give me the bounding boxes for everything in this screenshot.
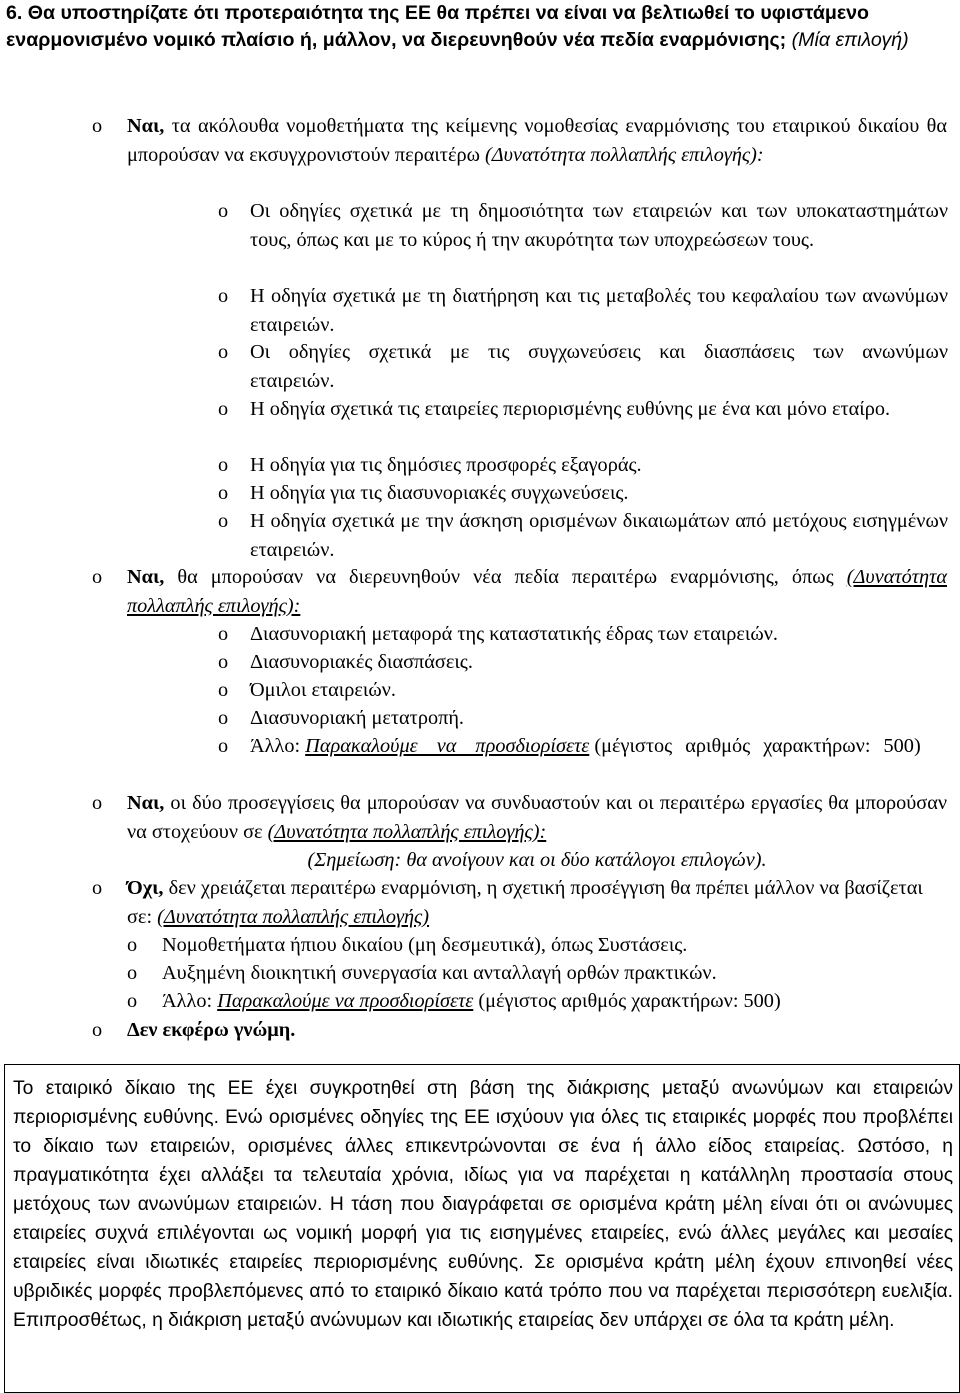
other-label: Άλλο: (162, 990, 213, 1012)
option-yes-modernise[interactable] (92, 112, 947, 169)
checkbox-option-divisions[interactable]: o Διασυνοριακές διασπάσεις. (218, 648, 948, 677)
checkbox-option-seat-transfer[interactable]: o Διασυνοριακή μεταφορά της καταστατικής έδρας των εταιρειών. (218, 620, 948, 649)
option-label: Ναι, τα ακόλουθα νομοθετήματα της κείμενης νομοθεσίας εναρμόνισης του εταιρικού δικαίου θα μπορούσαν να εκσυγχρονιστούν περαιτέρω (Δυνατότητα πολλαπλής επιλογής): (127, 115, 947, 166)
checkbox-option-cooperation[interactable]: o Αυξημένη διοικητική συνεργασία και ανταλλαγή ορθών πρακτικών. (127, 959, 947, 988)
checkbox-bullet[interactable]: o (218, 735, 229, 757)
checkbox-option-shareholder-rights[interactable]: o Η οδηγία σχετικά με την άσκηση ορισμένων δικαιωμάτων από μετόχους εισηγμένων εταιρειών. (218, 507, 948, 564)
question-heading (6, 0, 956, 54)
radio-bullet[interactable]: o (92, 115, 103, 137)
option-label: Ναι, θα μπορούσαν να διερευνηθούν νέα πεδία περαιτέρω εναρμόνισης, όπως (Δυνατότητα πολλαπλής επιλογής): (127, 566, 947, 617)
question-text: 6. Θα υποστηρίζατε ότι προτεραιότητα της ΕΕ θα πρέπει να είναι να βελτιωθεί το υφιστάμενο εναρμονισμένο νομικό πλαίσιο ή, μάλλον, να διερευνηθούν νέα πεδία εναρμόνισης; (6, 2, 870, 51)
checkbox-bullet[interactable]: o (218, 510, 229, 532)
checkbox-bullet[interactable]: o (218, 623, 229, 645)
other-limit: (μέγιστος αριθμός χαρακτήρων: 500) (478, 990, 781, 1012)
radio-bullet[interactable]: o (92, 1019, 103, 1041)
other-hint: Παρακαλούμε να προσδιορίσετε (217, 990, 474, 1012)
checkbox-option-single-member[interactable]: o Η οδηγία σχετικά τις εταιρείες περιορισμένης ευθύνης με ένα και μόνο εταίρο. (218, 395, 948, 424)
checkbox-bullet[interactable]: o (127, 990, 138, 1012)
option-label: Ναι, οι δύο προσεγγίσεις θα μπορούσαν να συνδυαστούν και οι περαιτέρω εργασίες θα μπορούσαν να στοχεύουν σε (Δυνατότητα πολλαπλής επιλογής): (Σημείωση: θα ανοίγουν και οι δύο κατάλογοι επιλογών). (127, 789, 947, 875)
option-yes-combined[interactable] (92, 789, 947, 875)
checkbox-option-conversion[interactable]: o Διασυνοριακή μετατροπή. (218, 704, 948, 733)
checkbox-bullet[interactable]: o (218, 341, 229, 363)
combined-note: (Σημείωση: θα ανοίγουν και οι δύο κατάλογοι επιλογών). (307, 849, 767, 871)
option-no-opinion[interactable] (92, 1016, 947, 1045)
checkbox-bullet[interactable]: o (218, 707, 229, 729)
checkbox-bullet[interactable]: o (218, 651, 229, 673)
radio-bullet[interactable]: o (92, 566, 103, 588)
checkbox-option-capital[interactable]: o Η οδηγία σχετικά με τη διατήρηση και τις μεταβολές του κεφαλαίου των ανωνύμων εταιρειών. (218, 282, 948, 339)
other-label: Άλλο: (250, 735, 301, 757)
option-label: Δεν εκφέρω γνώμη. (127, 1019, 296, 1041)
checkbox-bullet[interactable]: o (218, 482, 229, 504)
checkbox-option-soft-law[interactable]: o Νομοθετήματα ήπιου δικαίου (μη δεσμευτικά), όπως Συστάσεις. (127, 931, 947, 960)
checkbox-bullet[interactable]: o (218, 285, 229, 307)
checkbox-option-other-soft[interactable] (127, 987, 947, 1016)
checkbox-bullet[interactable]: o (127, 962, 138, 984)
checkbox-bullet[interactable]: o (127, 934, 138, 956)
other-hint: Παρακαλούμε να προσδιορίσετε (305, 735, 590, 757)
checkbox-option-other-fields[interactable] (218, 732, 948, 761)
info-box-text: Το εταιρικό δίκαιο της ΕΕ έχει συγκροτηθεί στη βάση της διάκρισης μεταξύ ανωνύμων και εταιρειών περιορισμένης ευθύνης. Ενώ ορισμένες οδηγίες της ΕΕ ισχύουν για όλες τις εταιρικές μορφές που προβλέπει το δίκαιο των εταιρειών, ορισμένες άλλες επικεντρώνονται σε ένα ή άλλο είδος εταιρείας. Ωστόσο, η πραγματικότητα έχει αλλάξει τα τελευταία χρόνια, ιδίως για να παρέχεται η κατάλληλη προστασία στους μετόχους των ανωνύμων εταιρειών. Η τάση που διαγράφεται σε ορισμένα κράτη μέλη είναι ότι οι ανώνυμες εταιρείες συχνά επιλέγονται ως νομική μορφή για τις εισηγμένες εταιρείες, ενώ άλλες μεγάλες και μεσαίες εταιρείες είναι ιδιωτικές εταιρείες περιορισμένης ευθύνης. Σε ορισμένα κράτη μέλη έχουν επινοηθεί νέες υβριδικές μορφές προβλεπόμενες από το εταιρικό δίκαιο κατά τρόπο που να παρέχεται περισσότερη ευελιξία. Επιπροσθέτως, η διάκριση μεταξύ ανώνυμων και ιδιωτικής εταιρείας δεν υπάρχει σε όλα τα κράτη μέλη. (13, 1078, 953, 1331)
other-limit: (μέγιστος αριθμός χαρακτήρων: 500) (594, 735, 921, 757)
checkbox-option-takeover[interactable]: o Η οδηγία για τις δημόσιες προσφορές εξαγοράς. (218, 451, 948, 480)
question-hint: (Μία επιλογή) (791, 29, 909, 51)
checkbox-bullet[interactable]: o (218, 679, 229, 701)
option-yes-new-fields[interactable] (92, 563, 947, 620)
checkbox-option-groups[interactable]: o Όμιλοι εταιρειών. (218, 676, 948, 705)
option-no-soft-law[interactable] (92, 874, 947, 931)
checkbox-option-publicity[interactable]: o Οι οδηγίες σχετικά με τη δημοσιότητα των εταιρειών και των υποκαταστημάτων τους, όπως και με το κύρος ή την ακυρότητα των υποχρεώσεων τους. (218, 197, 948, 254)
option-label: Όχι, δεν χρειάζεται περαιτέρω εναρμόνιση, η σχετική προσέγγιση θα πρέπει μάλλον να βασίζεται σε: (Δυνατότητα πολλαπλής επιλογής) (127, 877, 923, 928)
checkbox-bullet[interactable]: o (218, 454, 229, 476)
checkbox-bullet[interactable]: o (218, 200, 229, 222)
radio-bullet[interactable]: o (92, 877, 103, 899)
checkbox-option-cross-border-mergers[interactable]: o Η οδηγία για τις διασυνοριακές συγχωνεύσεις. (218, 479, 948, 508)
checkbox-bullet[interactable]: o (218, 398, 229, 420)
checkbox-option-mergers[interactable]: o Οι οδηγίες σχετικά με τις συγχωνεύσεις και διασπάσεις των ανωνύμων εταιρειών. (218, 338, 948, 395)
radio-bullet[interactable]: o (92, 792, 103, 814)
info-box (4, 1064, 960, 1393)
